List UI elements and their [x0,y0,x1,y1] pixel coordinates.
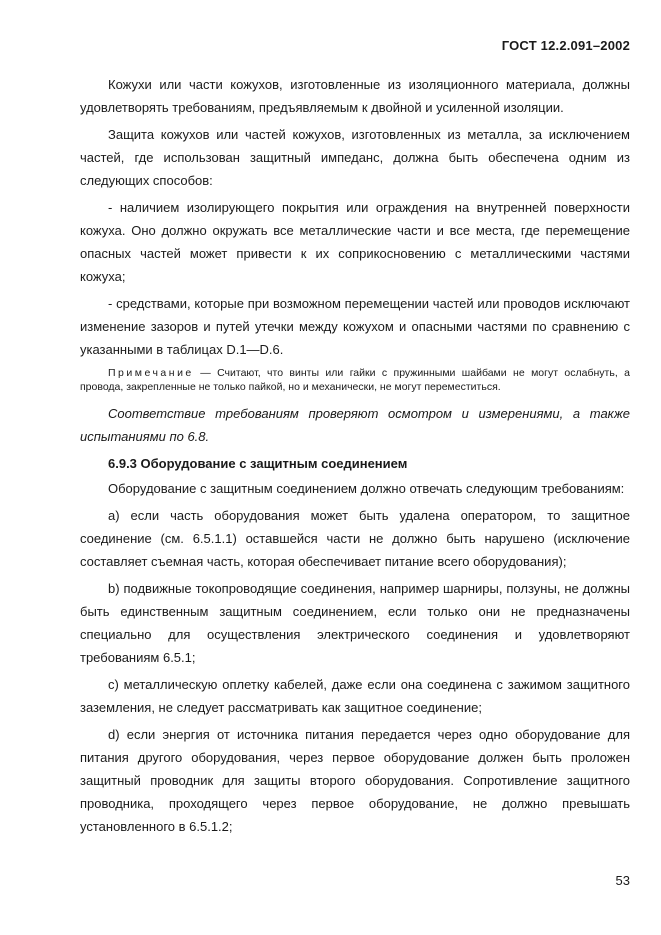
note [80,367,630,394]
paragraph: - средствами, которые при возможном перемещении частей или проводов исключают изменение зазоров и путей утечки между кожухом и опасными частями по сравнению с указанными в таблицах D.1—D.6. [80,296,630,357]
section-heading: 6.9.3 Оборудование с защитным соединением [108,456,408,471]
document-code: ГОСТ 12.2.091–2002 [501,38,630,53]
list-item: b) подвижные токопроводящие соединения, например шарниры, ползуны, не должны быть единственным защитным соединением, если только они не предназначены специально для осуществления электрического соединения и удовлетворяют требованиям 6.5.1; [80,581,630,665]
note-label: Примечание [108,367,194,379]
paragraph: - наличием изолирующего покрытия или ограждения на внутренней поверхности кожуха. Оно должно окружать все металлические части и все места, где перемещение опасных частей может привести к их соприкосновению с металлическими частями кожуха; [80,200,630,284]
list-item: с) металлическую оплетку кабелей, даже если она соединена с зажимом защитного заземления, не следует рассматривать как защитное соединение; [80,677,630,715]
list-item: а) если часть оборудования может быть удалена оператором, то защитное соединение (см. 6.5.1.1) оставшейся части не должно быть нарушено (исключение составляет съемная часть, которая обеспечивает питание всего оборудования); [80,508,630,569]
list-item: d) если энергия от источника питания передается через одно оборудование для питания другого оборудования, через первое оборудование должен быть проложен защитный проводник для защиты второго оборудования. Сопротивление защитного проводника, проходящего через первое оборудование, не должно превышать установленного в 6.5.1.2; [80,727,630,834]
paragraph: Защита кожухов или частей кожухов, изготовленных из металла, за исключением частей, где использован защитный импеданс, должна быть обеспечена одним из следующих способов: [80,127,630,188]
page-number: 53 [615,873,630,888]
main-text [80,73,630,842]
paragraph: Кожухи или части кожухов, изготовленные из изоляционного материала, должны удовлетворять требованиям, предъявляемым к двойной и усиленной изоляции. [80,77,630,115]
compliance-text: Соответствие требованиям проверяют осмотром и измерениями, а также испытаниями по 6.8. [80,406,630,444]
note-text: — Считают, что винты или гайки с пружинными шайбами не могут ослабнуть, а провода, закрепленные не только пайкой, но и механически, не могут переместиться. [80,367,630,393]
section-intro: Оборудование с защитным соединением должно отвечать следующим требованиям: [108,481,625,496]
